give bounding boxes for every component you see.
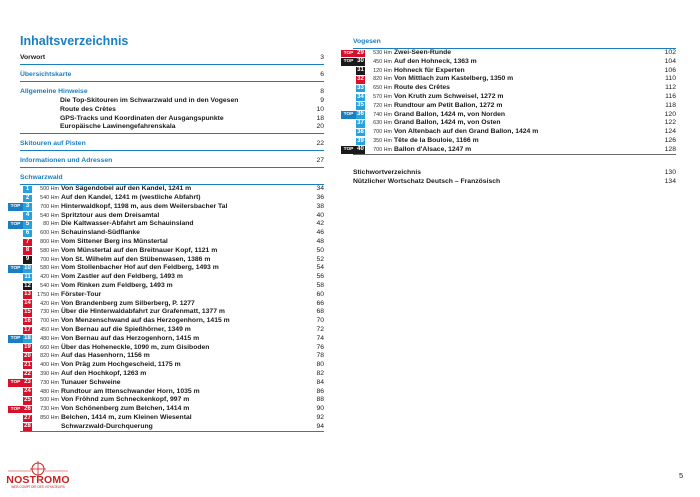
- tour-elevation: 630 Hm: [373, 120, 392, 127]
- tour-entry[interactable]: [20, 396, 324, 405]
- tour-page: 52: [316, 255, 324, 263]
- tour-page: 60: [316, 290, 324, 298]
- tour-page: 68: [316, 308, 324, 316]
- tour-entry[interactable]: [10, 264, 324, 273]
- tour-page: 78: [316, 352, 324, 360]
- tour-entry[interactable]: [353, 67, 676, 76]
- tour-page: 48: [316, 237, 324, 245]
- toc-entry-skitouren-pisten[interactable]: [20, 140, 324, 149]
- tour-number-badge: 40: [357, 146, 364, 153]
- tour-number-badge: 37: [357, 119, 364, 126]
- toc-subentry[interactable]: [20, 97, 324, 106]
- tour-entry[interactable]: [20, 194, 324, 203]
- tour-title: Rundtour am Petit Ballon, 1272 m: [394, 101, 503, 109]
- tour-page: 118: [665, 101, 676, 109]
- tour-entry[interactable]: [20, 185, 324, 194]
- tour-elevation: 660 Hm: [40, 344, 59, 351]
- tour-title: Vom Rinken zum Feldberg, 1493 m: [61, 281, 173, 289]
- tour-page: 104: [664, 57, 676, 65]
- tour-elevation: 390 Hm: [40, 370, 59, 377]
- tour-elevation: 700 Hm: [40, 203, 59, 210]
- tour-entry[interactable]: [10, 334, 324, 344]
- tour-number-badge: 12: [24, 282, 31, 289]
- tour-elevation: 820 Hm: [40, 353, 59, 360]
- tour-entry[interactable]: [20, 317, 324, 326]
- entry-page: 18: [316, 114, 324, 122]
- tour-number-badge: 21: [24, 361, 31, 368]
- entry-page: 6: [320, 71, 324, 78]
- tour-title: Von Bernau auf die Spießhörner, 1349 m: [61, 325, 191, 333]
- tour-title: Vom Stollenbacher Hof auf den Feldberg, 1493 m: [61, 264, 219, 272]
- tour-page: 102: [664, 49, 676, 56]
- tour-number-badge: 23: [24, 379, 31, 386]
- tour-entry[interactable]: [20, 282, 324, 291]
- section-title: Vogesen: [353, 38, 381, 45]
- tour-entry[interactable]: [20, 352, 324, 361]
- tour-elevation: 800 Hm: [40, 238, 59, 245]
- nostromo-logo: [3, 460, 73, 491]
- toc-entry-informationen[interactable]: [20, 157, 324, 166]
- tour-number-badge: 15: [24, 308, 31, 315]
- tour-entry[interactable]: [353, 128, 676, 137]
- tour-number-badge: 18: [24, 335, 31, 342]
- tour-elevation: 540 Hm: [40, 194, 59, 201]
- toc-entry-stichwortverzeichnis[interactable]: [353, 169, 676, 178]
- tour-elevation: 350 Hm: [373, 137, 392, 144]
- tour-elevation: 600 Hm: [40, 230, 59, 237]
- tour-entry[interactable]: [20, 256, 324, 265]
- entry-title: Stichwortverzeichnis: [353, 168, 421, 176]
- entry-page: 3: [320, 54, 324, 61]
- tour-number-badge: 22: [24, 370, 31, 377]
- tour-page: 54: [316, 264, 324, 272]
- tour-number-badge: 38: [357, 128, 364, 135]
- tour-elevation: 730 Hm: [40, 406, 59, 413]
- tour-title: Spritztour aus dem Dreisamtal: [61, 211, 160, 219]
- tour-page: 126: [664, 136, 676, 144]
- tour-title: Von Mittlach zum Kastelberg, 1350 m: [394, 75, 514, 83]
- tour-title: Von Kruth zum Schweisel, 1272 m: [394, 92, 504, 100]
- entry-title: Vorwort: [20, 54, 46, 61]
- tour-number-badge: 26: [24, 405, 31, 412]
- tour-number-badge: 10: [24, 264, 31, 271]
- tour-page: 94: [316, 422, 324, 430]
- tour-entry[interactable]: [20, 291, 324, 300]
- tour-title: Von Schönenberg zum Belchen, 1414 m: [61, 405, 190, 413]
- tour-entry[interactable]: [343, 145, 676, 155]
- logo-tagline: WEB COMPTOIR DES VOYAGEURS: [11, 485, 65, 489]
- tour-elevation: 450 Hm: [373, 58, 392, 65]
- tour-entry[interactable]: [353, 137, 676, 146]
- tour-title: Rundtour am Ittenschwander Horn, 1035 m: [61, 387, 200, 395]
- tour-title: Von Fröhnd zum Schneckenkopf, 997 m: [61, 396, 190, 404]
- tour-page: 124: [664, 128, 676, 136]
- entry-page: 9: [320, 97, 324, 104]
- tour-page: 70: [316, 317, 324, 325]
- entry-page: 27: [316, 157, 324, 165]
- tour-number-badge: 25: [24, 396, 31, 403]
- tour-number-badge: 17: [24, 326, 31, 333]
- top-badge: TOP: [8, 379, 23, 387]
- tour-page: 86: [316, 387, 324, 395]
- tour-elevation: 450 Hm: [40, 326, 59, 333]
- tour-entry[interactable]: [353, 93, 676, 102]
- entry-title: Europäische Lawinengefahrenskala: [60, 123, 176, 131]
- section-heading-schwarzwald: [20, 174, 324, 183]
- tour-number-badge: 14: [24, 300, 31, 307]
- tour-page: 36: [316, 193, 324, 201]
- tour-number-badge: 4: [23, 212, 32, 220]
- entry-page: 20: [316, 123, 324, 131]
- toc-entry-vorwort[interactable]: [20, 54, 324, 63]
- tour-page: 76: [316, 343, 324, 351]
- top-badge: TOP: [341, 50, 356, 58]
- tour-number-badge: 31: [357, 67, 364, 74]
- tour-entry[interactable]: [20, 229, 324, 238]
- tour-title: Tunauer Schweine: [61, 378, 121, 386]
- tour-title: Belchen, 1414 m, zum Kleinen Wiesental: [61, 413, 192, 421]
- entry-title: GPS-Tracks und Koordinaten der Ausgangspunkte: [60, 114, 224, 122]
- tour-entry[interactable]: [20, 326, 324, 335]
- entry-title: Route des Crêtes: [60, 105, 116, 113]
- section-divider: [20, 64, 324, 65]
- tour-title: Über das Hoheneckle, 1090 m, zum Gisiboden: [61, 343, 210, 351]
- tour-page: 40: [316, 211, 324, 219]
- tour-entry[interactable]: [353, 84, 676, 93]
- tour-entry[interactable]: [20, 308, 324, 317]
- tour-elevation: 1750 Hm: [37, 291, 59, 298]
- tour-entry[interactable]: [353, 102, 676, 111]
- tour-number-badge: 19: [24, 344, 31, 351]
- tour-number-badge: 5: [23, 221, 32, 229]
- toc-entry-wortschatz[interactable]: [353, 178, 676, 187]
- tour-entry[interactable]: [343, 49, 676, 58]
- tour-elevation: 420 Hm: [40, 300, 59, 307]
- tour-number-badge: 35: [357, 102, 364, 109]
- page-title: Inhaltsverzeichnis: [20, 34, 129, 48]
- tour-number-badge: 39: [357, 137, 364, 144]
- tour-elevation: 730 Hm: [40, 309, 59, 316]
- tour-title: Auf den Kandel, 1241 m (westliche Abfahrt): [61, 193, 201, 201]
- tour-page: 46: [316, 229, 324, 237]
- tour-title: Auf den Hohneck, 1363 m: [394, 57, 477, 65]
- tour-page: 120: [664, 110, 676, 118]
- tour-page: 42: [316, 220, 324, 228]
- tour-elevation: 730 Hm: [40, 379, 59, 386]
- entry-title: Übersichtskarte: [20, 71, 72, 78]
- tour-entry[interactable]: [10, 220, 324, 229]
- tour-title: Von Bernau auf das Herzogenhorn, 1415 m: [61, 334, 200, 342]
- tour-title: Grand Ballon, 1424 m, von Osten: [394, 119, 501, 127]
- tour-page: 72: [316, 325, 324, 333]
- tour-number-badge: 30: [357, 58, 364, 65]
- tour-page: 106: [664, 66, 676, 74]
- tour-number-badge: 7: [23, 239, 32, 247]
- entry-page: 22: [316, 140, 324, 148]
- section-divider: [20, 150, 324, 151]
- tour-entry[interactable]: [10, 405, 324, 414]
- tour-entry[interactable]: [20, 414, 324, 423]
- entry-title: Die Top-Skitouren im Schwarzwald und in den Vogesen: [60, 97, 239, 104]
- toc-subentry[interactable]: [20, 106, 324, 115]
- tour-title: Grand Ballon, 1424 m, von Norden: [394, 110, 506, 118]
- entry-page: 10: [316, 105, 324, 113]
- section-divider: [20, 81, 324, 82]
- tour-entry[interactable]: [20, 238, 324, 247]
- tour-elevation: 400 Hm: [40, 362, 59, 369]
- tour-number-badge: 34: [357, 93, 364, 100]
- tour-entry[interactable]: [20, 212, 324, 221]
- tour-number-badge: 33: [357, 84, 364, 91]
- tour-entry[interactable]: [20, 423, 324, 432]
- tour-entry[interactable]: [343, 57, 676, 67]
- top-badge: TOP: [341, 58, 356, 66]
- entry-page: 134: [664, 177, 676, 185]
- tour-elevation: 700 Hm: [40, 256, 59, 263]
- tour-page: 116: [665, 92, 676, 100]
- tour-title: Förster-Tour: [61, 290, 102, 298]
- tour-title: Von Präg zum Hochgescheid, 1175 m: [61, 361, 181, 369]
- tour-title: Von St. Wilhelm auf den Stübenwasen, 1386 m: [61, 255, 211, 263]
- tour-title: Schauinsland-Südflanke: [61, 229, 140, 237]
- toc-left-column: [10, 54, 324, 432]
- tour-page: 82: [316, 369, 324, 377]
- tour-page: 122: [664, 119, 676, 127]
- entry-title: Skitouren auf Pisten: [20, 140, 86, 148]
- tour-entry[interactable]: [20, 247, 324, 256]
- section-divider: [20, 133, 324, 134]
- schwarzwald-tour-list: [10, 185, 324, 431]
- tour-number-badge: 8: [23, 247, 32, 255]
- tour-number-badge: 32: [357, 75, 364, 82]
- tour-elevation: 700 Hm: [373, 146, 392, 153]
- tour-title: Tête de la Bouloie, 1166 m: [394, 136, 479, 144]
- tour-elevation: 420 Hm: [40, 274, 59, 281]
- top-badge: TOP: [8, 265, 23, 273]
- section-divider: [20, 167, 324, 168]
- tour-title: Von Altenbach auf den Grand Ballon, 1424 m: [394, 128, 539, 136]
- tour-elevation: 480 Hm: [40, 335, 59, 342]
- tour-entry[interactable]: [20, 361, 324, 370]
- top-badge: TOP: [341, 111, 356, 119]
- tour-number-badge: 6: [23, 230, 32, 238]
- tour-page: 84: [316, 378, 324, 386]
- tour-elevation: 820 Hm: [373, 76, 392, 83]
- tour-number-badge: 16: [24, 317, 31, 324]
- tour-elevation: 530 Hm: [373, 50, 392, 56]
- tour-page: 50: [316, 246, 324, 254]
- tour-elevation: 720 Hm: [373, 102, 392, 109]
- tour-number-badge: 11: [24, 273, 31, 280]
- tour-number-badge: 1: [23, 186, 32, 194]
- tour-elevation: 570 Hm: [373, 93, 392, 100]
- toc-right-column: [343, 38, 676, 187]
- tour-title: Von Brandenberg zum Silberberg, P. 1277: [61, 299, 195, 307]
- tour-title: Vom Münstertal auf den Breitnauer Kopf, 1121 m: [61, 246, 218, 254]
- tour-elevation: 700 Hm: [40, 318, 59, 325]
- tour-elevation: 850 Hm: [40, 414, 59, 421]
- tour-title: Zwei-Seen-Runde: [394, 49, 452, 56]
- tour-page: 34: [316, 185, 324, 193]
- section-heading-vogesen: [353, 38, 676, 47]
- tour-title: Auf das Hasenhorn, 1156 m: [61, 352, 150, 360]
- tour-elevation: 80 Hm: [43, 221, 59, 228]
- top-badge: TOP: [341, 146, 356, 154]
- tour-number-badge: 3: [23, 203, 32, 211]
- top-badge: TOP: [8, 203, 23, 211]
- tour-page: 88: [316, 396, 324, 404]
- tour-title: Vom Sittener Berg ins Münstertal: [61, 237, 168, 245]
- tour-elevation: 500 Hm: [40, 186, 59, 193]
- entry-title: Informationen und Adressen: [20, 157, 113, 165]
- tour-title: Von Menzenschwand auf das Herzogenhorn, 1415 m: [61, 317, 230, 325]
- tour-entry[interactable]: [10, 202, 324, 212]
- tour-entry[interactable]: [20, 370, 324, 379]
- tour-elevation: 740 Hm: [373, 111, 392, 118]
- entry-title: Nützlicher Wortschatz Deutsch – Französisch: [353, 177, 501, 185]
- tour-number-badge: 28: [24, 423, 31, 430]
- tour-title: Über die Hinterwaldabfahrt zur Grafenmatt, 1377 m: [61, 308, 225, 316]
- tour-number-badge: 9: [23, 256, 32, 264]
- top-badge: TOP: [8, 406, 23, 414]
- tour-entry[interactable]: [353, 119, 676, 128]
- tour-elevation: 700 Hm: [373, 129, 392, 136]
- tour-title: Die Kaltwasser-Abfahrt am Schauinsland: [61, 220, 194, 228]
- tour-elevation: 500 Hm: [40, 397, 59, 404]
- vogesen-tour-list: [343, 49, 676, 155]
- tour-page: 90: [316, 405, 324, 413]
- tour-page: 66: [316, 299, 324, 307]
- tour-page: 112: [665, 84, 676, 92]
- tour-page: 38: [316, 202, 324, 210]
- tour-elevation: 120 Hm: [373, 67, 392, 74]
- entry-page: 8: [320, 88, 324, 95]
- tour-entry[interactable]: [20, 344, 324, 353]
- tour-number-badge: 13: [24, 291, 31, 298]
- tour-number-badge: 36: [357, 111, 364, 118]
- tour-elevation: 540 Hm: [40, 282, 59, 289]
- tour-elevation: 650 Hm: [373, 85, 392, 92]
- tour-page: 56: [316, 273, 324, 281]
- tour-number-badge: 27: [24, 414, 31, 421]
- page-number: 5: [679, 471, 684, 480]
- entry-page: 130: [664, 168, 676, 176]
- tour-page: 128: [664, 145, 676, 153]
- tour-entry[interactable]: [20, 273, 324, 282]
- entry-title: Allgemeine Hinweise: [20, 88, 88, 95]
- tour-number-badge: 24: [24, 388, 31, 395]
- toc-subentry[interactable]: [20, 115, 324, 124]
- tour-title: Auf den Hochkopf, 1263 m: [61, 369, 147, 377]
- tour-title: Hinterwaldkopf, 1198 m, aus dem Weilersbacher Tal: [61, 202, 228, 210]
- tour-entry[interactable]: [20, 388, 324, 397]
- tour-title: Hohneck für Experten: [394, 66, 465, 74]
- toc-entry-allgemeine-hinweise[interactable]: [20, 88, 324, 97]
- section-title: Schwarzwald: [20, 174, 63, 182]
- tour-number-badge: 20: [24, 352, 31, 359]
- tour-title: Von Sägendobel auf den Kandel, 1241 m: [61, 185, 192, 193]
- toc-subentry[interactable]: [20, 123, 324, 132]
- tour-elevation: 540 Hm: [40, 212, 59, 219]
- top-badge: TOP: [8, 335, 23, 343]
- tour-number-badge: 2: [23, 195, 32, 203]
- tour-elevation: 580 Hm: [40, 265, 59, 272]
- tour-number-badge: 29: [357, 49, 364, 56]
- tour-page: 92: [316, 413, 324, 421]
- tour-page: 80: [316, 361, 324, 369]
- tour-entry[interactable]: [353, 75, 676, 84]
- tour-title: Vom Zastler auf den Feldberg, 1493 m: [61, 273, 183, 281]
- tour-elevation: 580 Hm: [40, 247, 59, 254]
- tour-title: Route des Crêtes: [394, 84, 450, 92]
- tour-elevation: 480 Hm: [40, 388, 59, 395]
- toc-entry-uebersichtskarte[interactable]: [20, 71, 324, 80]
- top-badge: TOP: [8, 221, 23, 229]
- tour-page: 58: [316, 281, 324, 289]
- tour-entry[interactable]: [343, 110, 676, 120]
- tour-page: 110: [665, 75, 676, 83]
- tour-title: Ballon d'Alsace, 1247 m: [394, 145, 472, 153]
- tour-entry[interactable]: [10, 378, 324, 388]
- tour-title: Schwarzwald-Durchquerung: [61, 422, 153, 430]
- logo-wordmark: NOSTROMO: [6, 474, 70, 486]
- tour-page: 74: [316, 334, 324, 342]
